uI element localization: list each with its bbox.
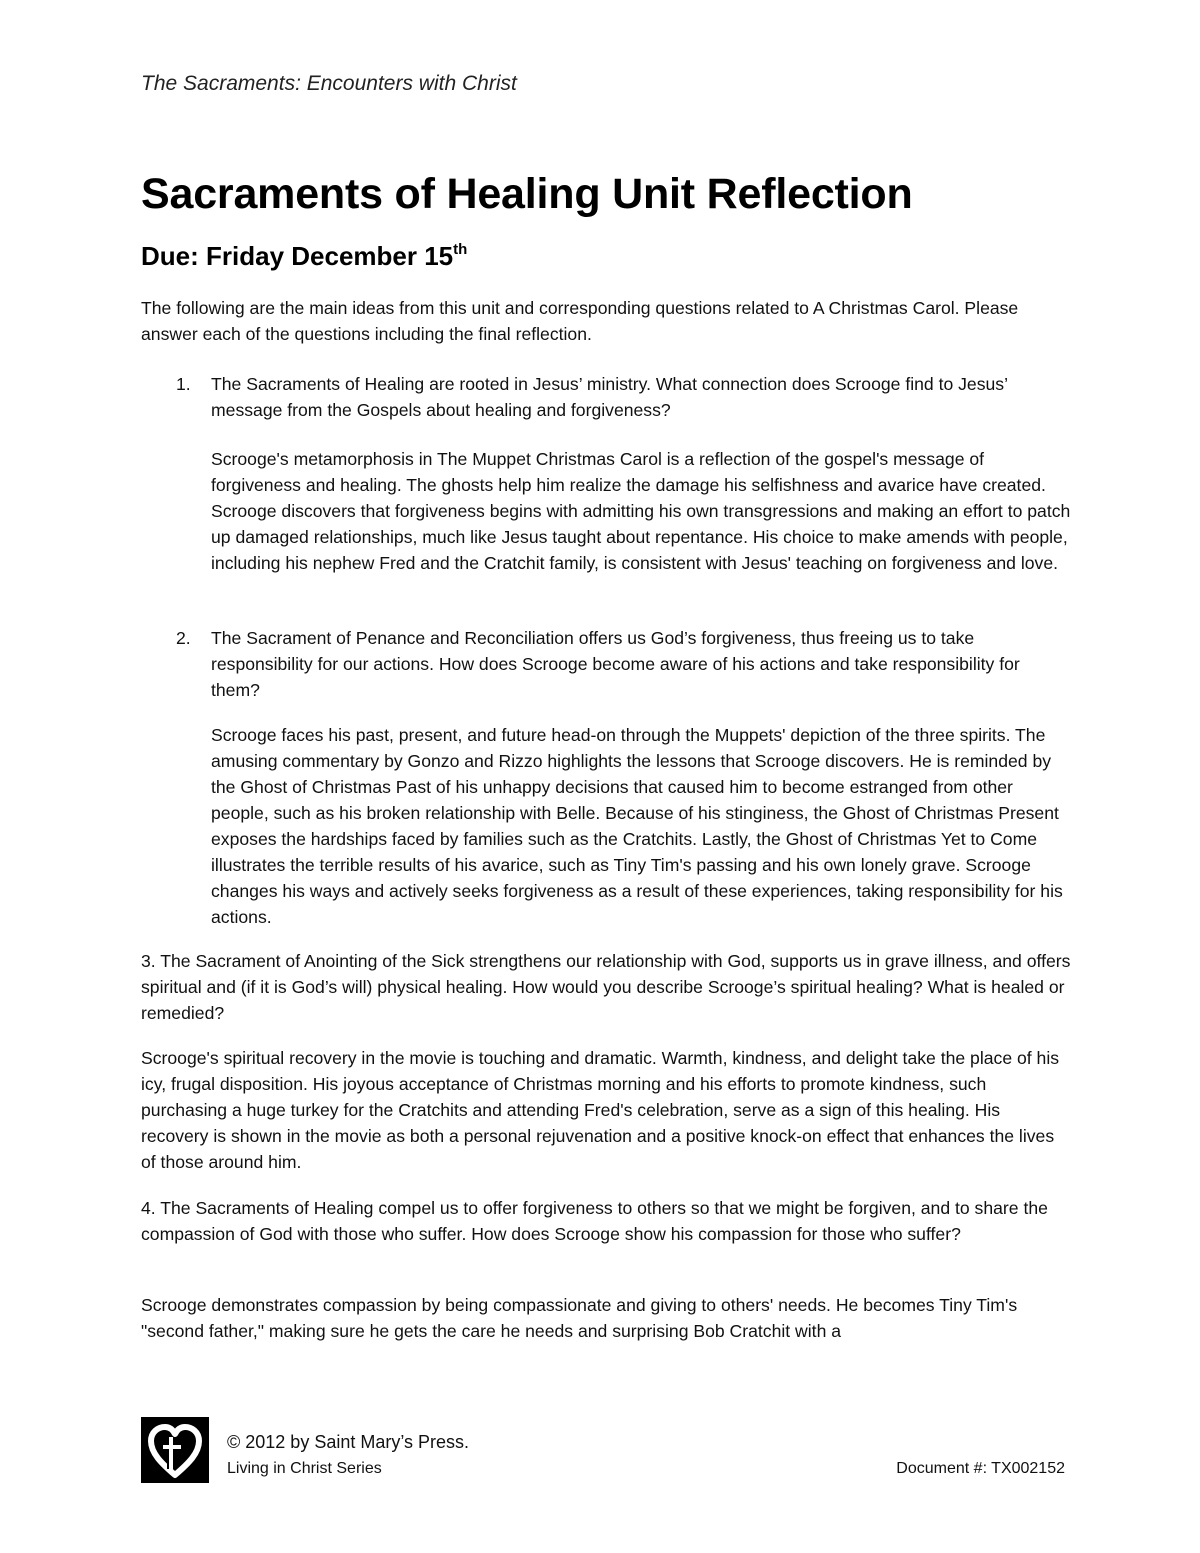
running-header: The Sacraments: Encounters with Christ — [141, 72, 517, 95]
answer-1: Scrooge's metamorphosis in The Muppet Christmas Carol is a reflection of the gospel's message of forgiveness and healing. The ghosts help him realize the damage his selfishness and avarice have created. Scrooge discovers that forgiveness begins with admitting his own transgressions and making an effort to patch up damaged relationships, much like Jesus taught about repentance. His choice to make amends with people, including his nephew Fred and the Cratchit family, is consistent with Jesus' teaching on forgiveness and love. — [211, 449, 1071, 573]
due-date — [141, 241, 467, 272]
document-number: Document #: TX002152 — [896, 1460, 1065, 1477]
intro-paragraph: The following are the main ideas from this unit and corresponding questions related to A Christmas Carol. Please answer each of the questions including the final reflection. — [141, 298, 1019, 344]
due-date-label: Due: Friday December 15 — [141, 241, 454, 271]
question-2: The Sacrament of Penance and Reconciliation offers us God’s forgiveness, thus freeing us to take responsibility for our actions. How does Scrooge become aware of his actions and take responsibility for them? — [211, 628, 1020, 700]
answer-3: Scrooge's spiritual recovery in the movie is touching and dramatic. Warmth, kindness, and delight take the place of his icy, frugal disposition. His joyous acceptance of Christmas morning and his efforts to promote kindness, such purchasing a huge turkey for the Cratchits and attending Fred's celebration, serve as a sign of this healing. His recovery is shown in the movie as both a personal rejuvenation and a positive knock-on effect that enhances the lives of those around him. — [141, 1048, 1060, 1172]
page-title: Sacraments of Healing Unit Reflection — [141, 170, 913, 218]
heart-cross-logo-icon — [141, 1417, 209, 1483]
copyright-text: © 2012 by Saint Mary’s Press. — [227, 1432, 470, 1452]
question-3: 3. The Sacrament of Anointing of the Sick strengthens our relationship with God, supports us in grave illness, and offers spiritual and (if it is God’s will) physical healing. How would you describe Scrooge’s spiritual healing? What is healed or remedied? — [141, 951, 1071, 1023]
answer-2: Scrooge faces his past, present, and future head-on through the Muppets' depiction of the three spirits. The amusing commentary by Gonzo and Rizzo highlights the lessons that Scrooge discovers. He is reminded by the Ghost of Christmas Past of his unhappy decisions that caused him to become estranged from other people, such as his broken relationship with Belle. Because of his stinginess, the Ghost of Christmas Present exposes the hardships faced by families such as the Cratchits. Lastly, the Ghost of Christmas Yet to Come illustrates the terrible results of his avarice, such as Tiny Tim's passing and his own lonely grave. Scrooge changes his ways and actively seeks forgiveness as a result of these experiences, taking responsibility for his actions. — [211, 725, 1063, 927]
question-4: 4. The Sacraments of Healing compel us to offer forgiveness to others so that we might be forgiven, and to share the compassion of God with those who suffer. How does Scrooge show his compassion for those who suffer? — [141, 1198, 1048, 1244]
question-1: The Sacraments of Healing are rooted in Jesus’ ministry. What connection does Scrooge find to Jesus’ message from the Gospels about healing and forgiveness? — [211, 374, 1008, 420]
due-date-suffix: th — [453, 241, 468, 258]
answer-4: Scrooge demonstrates compassion by being compassionate and giving to others' needs. He becomes Tiny Tim's "second father," making sure he gets the care he needs and surprising Bob Cratchit with a — [141, 1295, 1018, 1341]
question-number-1: 1. — [176, 374, 191, 394]
question-number-2: 2. — [176, 628, 191, 648]
series-name: Living in Christ Series — [227, 1460, 382, 1477]
